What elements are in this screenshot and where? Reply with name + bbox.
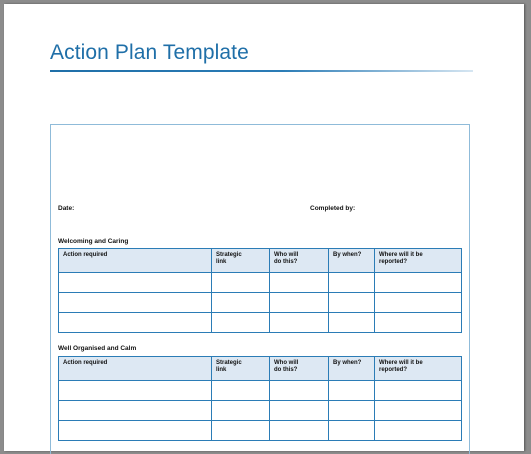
title-underline <box>50 70 473 72</box>
table-cell[interactable] <box>270 401 329 421</box>
action-table-welcoming <box>58 248 462 333</box>
table-cell[interactable] <box>212 313 270 333</box>
table-cell[interactable] <box>329 421 375 441</box>
table-cell[interactable] <box>212 273 270 293</box>
completed-by-label: Completed by: <box>310 205 356 212</box>
column-header-who: Who will do this? <box>270 357 329 381</box>
table-cell[interactable] <box>375 313 462 333</box>
page-title: Action Plan Template <box>50 41 249 64</box>
action-table-well-organised <box>58 356 462 441</box>
column-header-reported: Where will it be reported? <box>375 249 462 273</box>
column-header-by-when: By when? <box>329 357 375 381</box>
column-header-by-when: By when? <box>329 249 375 273</box>
table-cell[interactable] <box>212 293 270 313</box>
table-cell[interactable] <box>212 381 270 401</box>
table-cell[interactable] <box>329 381 375 401</box>
table-row <box>59 421 462 441</box>
table-cell[interactable] <box>270 381 329 401</box>
table-row <box>59 381 462 401</box>
table-cell[interactable] <box>375 293 462 313</box>
table-cell[interactable] <box>59 273 212 293</box>
column-header-who: Who will do this? <box>270 249 329 273</box>
table-cell[interactable] <box>329 293 375 313</box>
table-cell[interactable] <box>59 401 212 421</box>
table-cell[interactable] <box>212 421 270 441</box>
table-row <box>59 313 462 333</box>
table-cell[interactable] <box>59 293 212 313</box>
table-cell[interactable] <box>212 401 270 421</box>
table-cell[interactable] <box>270 313 329 333</box>
table-cell[interactable] <box>270 421 329 441</box>
table-cell[interactable] <box>375 273 462 293</box>
table-cell[interactable] <box>329 401 375 421</box>
column-header-reported: Where will it be reported? <box>375 357 462 381</box>
date-label: Date: <box>58 205 75 212</box>
column-header-action: Action required <box>59 249 212 273</box>
table-cell[interactable] <box>329 313 375 333</box>
table-header-row <box>59 249 462 273</box>
column-header-strategic-link: Strategic link <box>212 249 270 273</box>
table-cell[interactable] <box>270 273 329 293</box>
table-cell[interactable] <box>270 293 329 313</box>
table-row <box>59 293 462 313</box>
section-title-well-organised: Well Organised and Calm <box>58 345 137 352</box>
column-header-strategic-link: Strategic link <box>212 357 270 381</box>
table-cell[interactable] <box>329 273 375 293</box>
table-header-row <box>59 357 462 381</box>
table-cell[interactable] <box>59 421 212 441</box>
section-title-welcoming: Welcoming and Caring <box>58 238 129 245</box>
table-cell[interactable] <box>59 313 212 333</box>
table-row <box>59 401 462 421</box>
table-row <box>59 273 462 293</box>
table-cell[interactable] <box>375 381 462 401</box>
table-cell[interactable] <box>59 381 212 401</box>
table-cell[interactable] <box>375 401 462 421</box>
table-cell[interactable] <box>375 421 462 441</box>
column-header-action: Action required <box>59 357 212 381</box>
